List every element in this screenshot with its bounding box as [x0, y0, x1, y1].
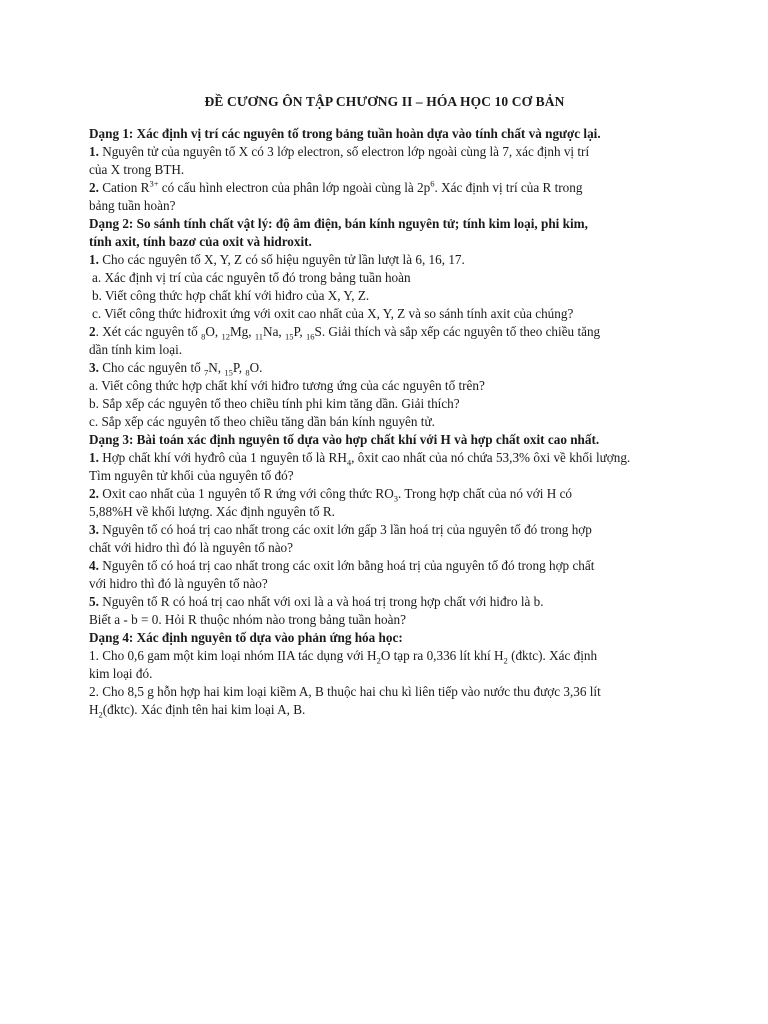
question-2-1a: a. Xác định vị trí của các nguyên tố đó trong bảng tuần hoàn	[92, 270, 411, 285]
question-number: 4.	[89, 558, 99, 573]
element-symbol: P,	[232, 360, 246, 375]
question-text: Oxit cao nhất của 1 nguyên tố R ứng với công thức RO	[98, 486, 394, 501]
question-3-1	[89, 449, 680, 467]
subscript: 11	[254, 331, 264, 342]
subscript: 7	[204, 367, 209, 378]
question-number: 2.	[89, 486, 99, 501]
question-text: . Xét các nguyên tố	[95, 324, 202, 339]
section-heading-dang-2: Dạng 2: So sánh tính chất vật lý: độ âm điện, bán kính nguyên tử; tính kim loại, phi kim,	[89, 216, 588, 231]
element-symbol: Mg,	[229, 324, 255, 339]
element-symbol: N,	[208, 360, 225, 375]
element-symbol: O.	[249, 360, 263, 375]
heading-label: Dạng 3	[89, 432, 129, 447]
section-heading-dang-2-cont: tính axit, tính bazơ của oxit và hidroxit.	[89, 234, 312, 249]
question-text: , ôxit cao nhất của nó chứa 53,3% ôxi về khối lượng.	[351, 450, 631, 465]
superscript: 3+	[149, 178, 159, 189]
page-title: ĐỀ CƯƠNG ÔN TẬP CHƯƠNG II – HÓA HỌC 10 CƠ BẢN	[204, 94, 565, 109]
question-number: 1.	[89, 450, 99, 465]
question-3-5-cont: Biết a - b = 0. Hỏi R thuộc nhóm nào trong bảng tuần hoàn?	[89, 612, 406, 627]
question-2-1	[89, 251, 680, 269]
question-3-4	[89, 557, 680, 575]
question-2-3a: a. Viết công thức hợp chất khí với hiđro tương ứng của các nguyên tố trên?	[89, 378, 485, 393]
section-heading-dang-3	[89, 431, 680, 449]
question-text: Nguyên tố có hoá trị cao nhất trong các oxit lớn gấp 3 lần hoá trị của nguyên tố đó trong hợp	[98, 522, 592, 537]
question-number: 1.	[89, 252, 99, 267]
question-3-5	[89, 593, 680, 611]
question-text: Nguyên tố R có hoá trị cao nhất với oxi là a và hoá trị trong hợp chất với hiđro là b.	[98, 594, 544, 609]
question-3-3-cont: chất với hidro thì đó là nguyên tố nào?	[89, 540, 294, 555]
question-4-1-cont: kim loại đó.	[89, 666, 153, 681]
question-text: Nguyên tử của nguyên tố X có 3 lớp electron, số electron lớp ngoài cùng là 7, xác định vị trí	[102, 144, 590, 159]
question-number: 5.	[89, 594, 99, 609]
subscript: 15	[285, 331, 294, 342]
question-3-2	[89, 485, 680, 503]
question-1-2-cont: bảng tuần hoàn?	[89, 198, 176, 213]
question-number: 2	[89, 324, 96, 339]
question-text: Cation R	[102, 180, 150, 195]
heading-text: : Bài toán xác định nguyên tố dựa vào hợp chất khí với H và hợp chất oxit cao nhất.	[128, 432, 600, 447]
subscript: 16	[306, 331, 315, 342]
question-text: (đktc). Xác định tên hai kim loại A, B.	[102, 702, 306, 717]
subscript: 2	[98, 709, 103, 720]
subscript: 2	[376, 655, 381, 666]
question-text: . Trong hợp chất của nó với H có	[398, 486, 573, 501]
subscript: 8	[245, 367, 250, 378]
question-text: H	[89, 702, 99, 717]
question-text: Cho các nguyên tố X, Y, Z có số hiệu nguyên tử lần lượt là 6, 16, 17.	[98, 252, 465, 267]
question-4-1	[89, 647, 680, 665]
question-3-2-cont: 5,88%H về khối lượng. Xác định nguyên tố R.	[89, 504, 335, 519]
question-text: 1. Cho 0,6 gam một kim loại nhóm IIA tác dụng với H	[89, 648, 377, 663]
subscript: 4	[346, 457, 352, 468]
question-text: Cho các nguyên tố	[98, 360, 204, 375]
question-2-3b: b. Sắp xếp các nguyên tố theo chiều tính phi kim tăng dần. Giải thích?	[89, 396, 460, 411]
section-heading-dang-1: Dạng 1: Xác định vị trí các nguyên tố trong bảng tuần hoàn dựa vào tính chất và ngược lại.	[89, 126, 601, 141]
question-number: 3.	[89, 360, 99, 375]
subscript: 12	[221, 331, 230, 342]
question-3-4-cont: với hidro thì đó là nguyên tố nào?	[89, 576, 268, 591]
question-number: 1.	[89, 144, 99, 159]
question-2-1c: c. Viết công thức hiđroxit ứng với oxit cao nhất của X, Y, Z và so sánh tính axit của chúng?	[92, 306, 574, 321]
question-number: 2.	[89, 180, 99, 195]
question-2-3c: c. Sắp xếp các nguyên tố theo chiều tăng dần bán kính nguyên tử.	[89, 414, 435, 429]
question-1-1	[89, 143, 680, 161]
question-1-1-cont: của X trong BTH.	[89, 162, 185, 177]
subscript: 8	[201, 331, 206, 342]
question-4-2-cont	[89, 701, 680, 719]
question-text: O tạp ra 0,336 lít khí H	[380, 648, 504, 663]
question-text: S. Giải thích và sắp xếp các nguyên tố theo chiều tăng	[314, 324, 601, 339]
subscript: 2	[503, 655, 508, 666]
question-text: có cấu hình electron của phân lớp ngoài cùng là 2p	[158, 180, 431, 195]
question-number: 3.	[89, 522, 99, 537]
question-text: . Xác định vị trí của R trong	[434, 180, 583, 195]
question-4-2: 2. Cho 8,5 g hỗn hợp hai kim loại kiềm A, B thuộc hai chu kì liên tiếp vào nước thu được 3,36 lít	[89, 684, 601, 699]
question-text: (đktc). Xác định	[507, 648, 598, 663]
element-symbol: O,	[205, 324, 222, 339]
question-text: Nguyên tố có hoá trị cao nhất trong các oxit lớn bằng hoá trị của nguyên tố đó trong hợp chất	[98, 558, 595, 573]
element-symbol: Na,	[263, 324, 286, 339]
question-2-3	[89, 359, 680, 377]
question-2-2	[89, 323, 680, 341]
question-3-1-cont: Tìm nguyên tử khối của nguyên tố đó?	[89, 468, 294, 483]
question-text: Hợp chất khí với hyđrô của 1 nguyên tố là RH	[98, 450, 347, 465]
subscript: 3	[393, 493, 398, 504]
subscript: 15	[224, 367, 233, 378]
section-heading-dang-4: Dạng 4: Xác định nguyên tố dựa vào phản ứng hóa học:	[89, 630, 403, 645]
element-symbol: P,	[293, 324, 306, 339]
question-2-1b: b. Viết công thức hợp chất khí với hiđro của X, Y, Z.	[92, 288, 370, 303]
question-2-2-cont: dần tính kim loại.	[89, 342, 183, 357]
superscript: 6	[430, 178, 435, 189]
question-3-3	[89, 521, 680, 539]
question-1-2	[89, 179, 680, 197]
